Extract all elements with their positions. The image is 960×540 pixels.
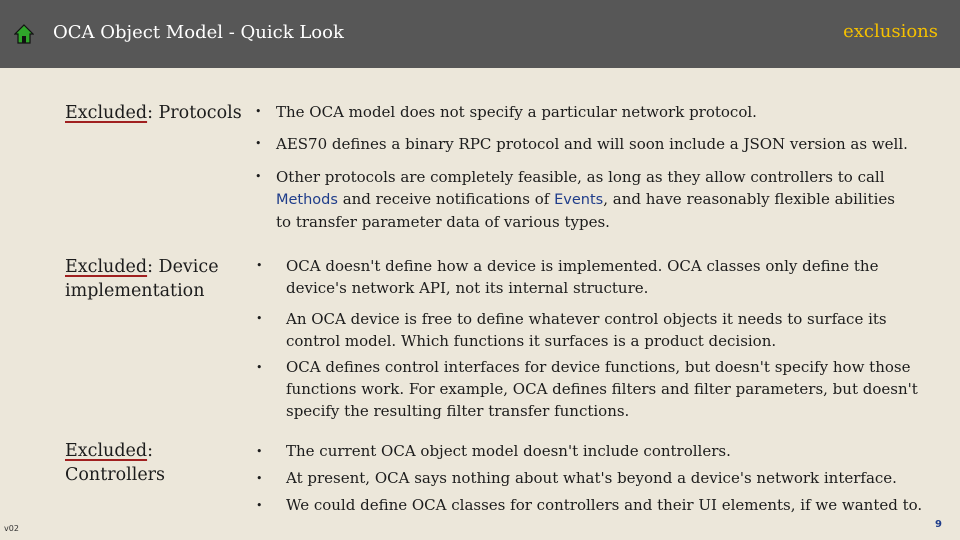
bullet-text: , and have reasonably flexible abilities	[603, 190, 895, 208]
section-tag: exclusions	[843, 21, 938, 42]
bullet-text: and receive notifications of	[337, 190, 555, 208]
label-protocols	[65, 101, 242, 125]
home-icon[interactable]	[14, 24, 34, 44]
label-text: Controllers	[65, 465, 166, 485]
bullet-line: An OCA device is free to define whatever control objects it needs to surface its	[286, 310, 887, 328]
bullet-dot: •	[256, 312, 263, 325]
page-number: 9	[935, 519, 942, 530]
header-bar	[0, 0, 960, 68]
bullet-line: device's network API, not its internal structure.	[286, 279, 649, 297]
bullet-item: AES70 defines a binary RPC protocol and will soon include a JSON version as well.	[276, 135, 908, 153]
bullet-dot: •	[256, 499, 263, 512]
bullet-line: OCA doesn't define how a device is implemented. OCA classes only define the	[286, 257, 879, 275]
label-device-implementation	[65, 255, 219, 303]
bullet-dot: •	[255, 170, 262, 183]
bullet-dot: •	[256, 472, 263, 485]
bullet-item: At present, OCA says nothing about what's beyond a device's network interface.	[286, 469, 897, 487]
bullet-line: to transfer parameter data of various types.	[276, 213, 610, 231]
page-title: OCA Object Model - Quick Look	[53, 22, 344, 43]
label-text: : Device	[147, 257, 219, 277]
bullet-dot: •	[255, 137, 262, 150]
events-keyword: Events	[554, 192, 604, 208]
excluded-keyword: Excluded	[65, 257, 148, 277]
bullet-dot: •	[256, 259, 263, 272]
bullet-line: Other protocols are completely feasible, as long as they allow controllers to call	[276, 168, 885, 186]
bullet-dot: •	[256, 361, 263, 374]
bullet-line: control model. Which functions it surfaces is a product decision.	[286, 332, 777, 350]
bullet-dot: •	[256, 445, 263, 458]
bullet-line: OCA defines control interfaces for device functions, but doesn't specify how those	[286, 358, 911, 376]
excluded-keyword: Excluded	[65, 103, 148, 123]
bullet-line	[276, 188, 946, 211]
version-label: v02	[4, 524, 19, 533]
bullet-line: specify the resulting filter transfer functions.	[286, 402, 630, 420]
label-text: : Protocols	[147, 103, 242, 123]
bullet-item: We could define OCA classes for controllers and their UI elements, if we wanted to.	[286, 496, 923, 514]
methods-keyword: Methods	[276, 192, 338, 208]
bullet-line: functions work. For example, OCA defines filters and filter parameters, but doesn't	[286, 380, 918, 398]
bullet-item	[286, 356, 918, 422]
label-text: implementation	[65, 281, 205, 301]
bullet-item: The current OCA object model doesn't include controllers.	[286, 442, 731, 460]
label-text: :	[147, 441, 153, 461]
bullet-item	[286, 308, 887, 352]
bullet-dot: •	[255, 105, 262, 118]
label-controllers	[65, 439, 165, 487]
bullet-item	[286, 255, 878, 299]
excluded-keyword: Excluded	[65, 441, 148, 461]
bullet-item: The OCA model does not specify a particular network protocol.	[276, 103, 757, 121]
bullet-item	[276, 166, 946, 233]
